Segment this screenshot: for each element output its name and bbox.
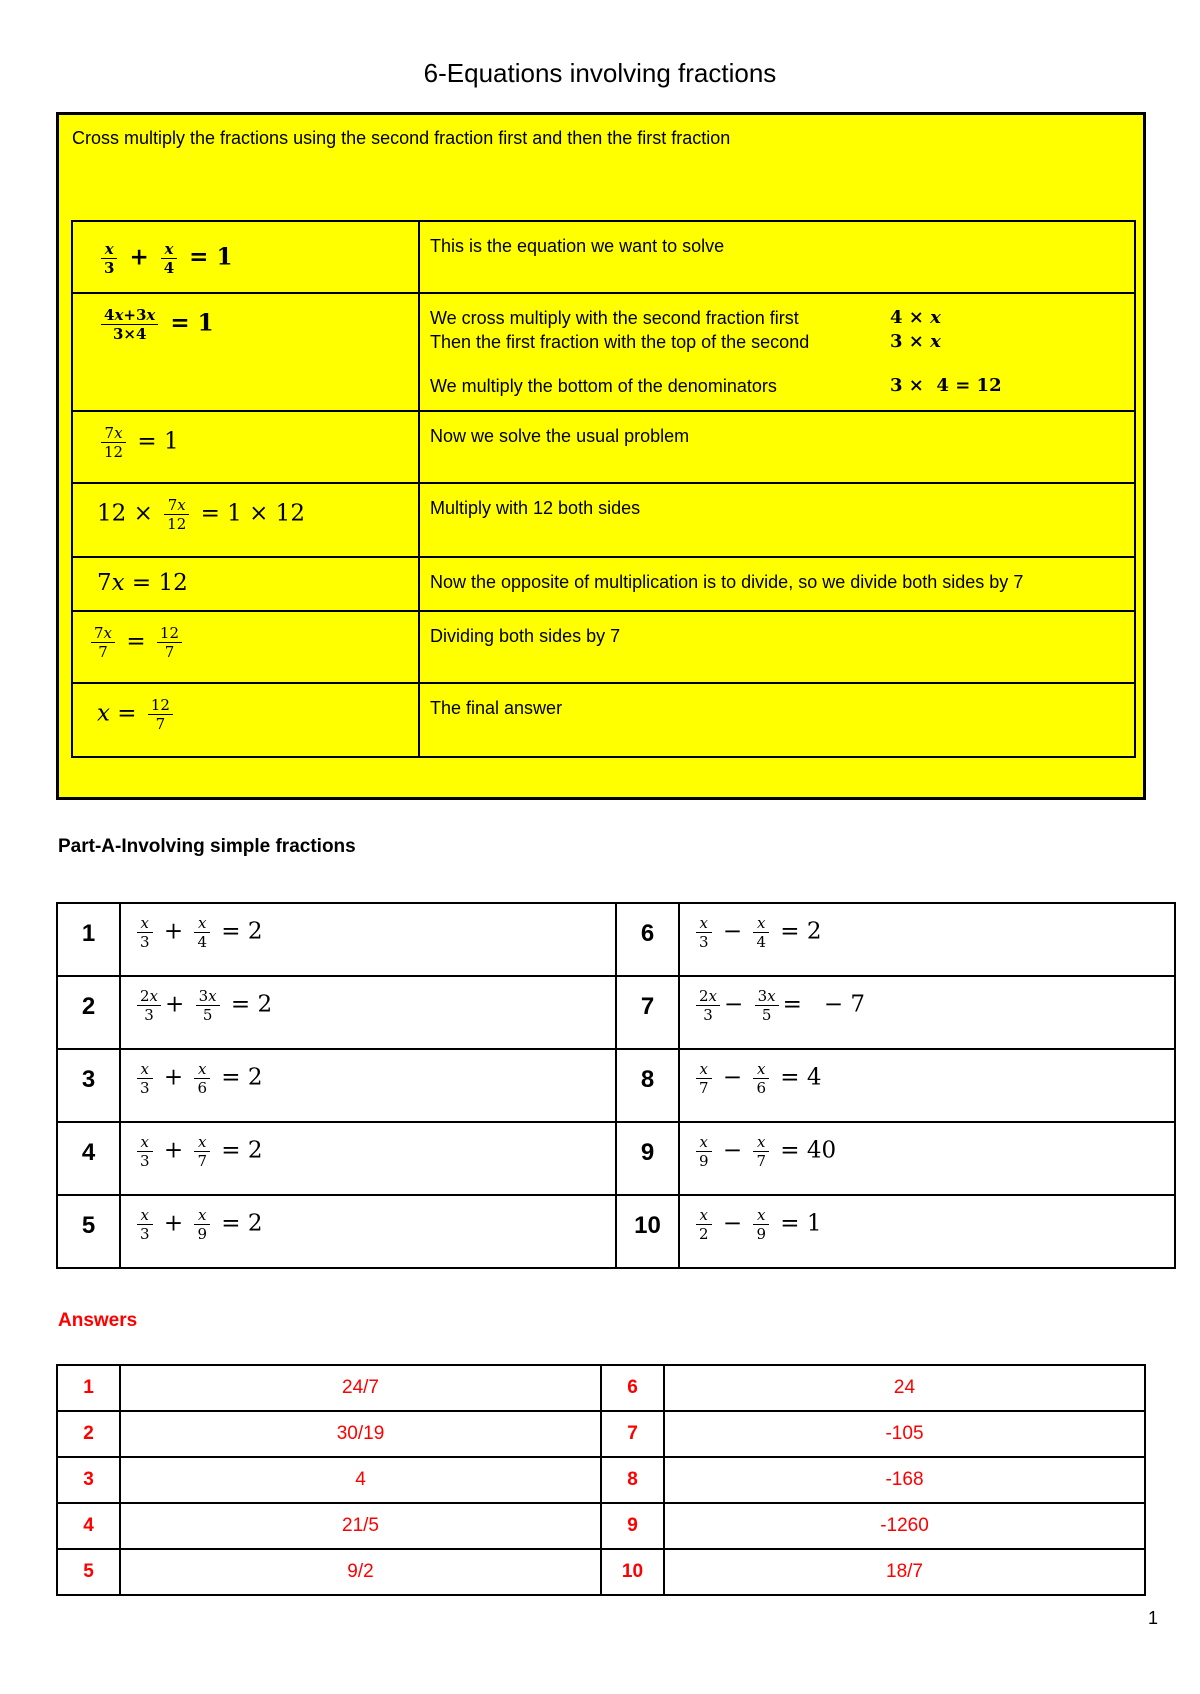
- part-a-heading: Part-A-Involving simple fractions: [58, 836, 356, 857]
- step-explanation: The final answer: [419, 683, 1135, 757]
- problem-number: 8: [616, 1049, 679, 1122]
- step-explanation: This is the equation we want to solve: [419, 221, 1135, 293]
- answer-value: 30/19: [120, 1411, 601, 1457]
- answer-number: 6: [601, 1365, 664, 1411]
- table-row: [57, 1503, 1145, 1549]
- answer-value: 24/7: [120, 1365, 601, 1411]
- problem-equation: $\frac{2x}{3}$ − $\frac{3x}{5}$ = − 7: [679, 976, 1175, 1049]
- answer-number: 7: [601, 1411, 664, 1457]
- step-row: [72, 411, 1135, 483]
- problem-number: 4: [57, 1122, 120, 1195]
- step-equation: x = $\frac{12}{7}$: [72, 683, 419, 757]
- problem-equation: $\frac{x}{9}$ − $\frac{x}{7}$ = 40: [679, 1122, 1175, 1195]
- step-explanation: Now the opposite of multiplication is to divide, so we divide both sides by 7: [419, 557, 1135, 611]
- problem-equation: $\frac{x}{3}$ − $\frac{x}{4}$ = 2: [679, 903, 1175, 976]
- step-row: [72, 683, 1135, 757]
- method-box: [56, 112, 1146, 800]
- intro-text: Cross multiply the fractions using the second fraction first and then the first fraction: [72, 128, 731, 148]
- worked-example-table: [71, 220, 1136, 758]
- table-row: [57, 976, 1175, 1049]
- page-title: 6-Equations involving fractions: [423, 58, 777, 88]
- step-equation: $\frac{x}{3}$ + $\frac{x}{4}$ = 1: [72, 221, 419, 293]
- answer-value: 4: [120, 1457, 601, 1503]
- step-equation: 12 × $\frac{7x}{12}$ = 1 × 12: [72, 483, 419, 557]
- step-equation: 7x = 12: [72, 557, 419, 611]
- step-row: [72, 483, 1135, 557]
- problem-number: 5: [57, 1195, 120, 1268]
- answer-number: 3: [57, 1457, 120, 1503]
- step-equation: $\frac{4x+3x}{3\times 4}$ = 1: [72, 293, 419, 411]
- problem-equation: $\frac{x}{2}$ − $\frac{x}{9}$ = 1: [679, 1195, 1175, 1268]
- problem-equation: $\frac{x}{3}$ + $\frac{x}{4}$ = 2: [120, 903, 616, 976]
- problem-number: 2: [57, 976, 120, 1049]
- problem-equation: $\frac{2x}{3}$ + $\frac{3x}{5}$ = 2: [120, 976, 616, 1049]
- answer-value: 18/7: [664, 1549, 1145, 1595]
- answer-number: 1: [57, 1365, 120, 1411]
- problem-number: 10: [616, 1195, 679, 1268]
- problem-number: 9: [616, 1122, 679, 1195]
- problem-equation: $\frac{x}{3}$ + $\frac{x}{6}$ = 2: [120, 1049, 616, 1122]
- step-row: [72, 221, 1135, 293]
- step-explanation: Now we solve the usual problem: [419, 411, 1135, 483]
- answer-value: 21/5: [120, 1503, 601, 1549]
- step-explanation: We cross multiply with the second fraction first 4 × x Then the first fraction with the top of the second 3 × x We multiply the bottom of the denominators 3 × 4 = 12: [419, 293, 1135, 411]
- table-row: [57, 1411, 1145, 1457]
- problem-equation: $\frac{x}{3}$ + $\frac{x}{9}$ = 2: [120, 1195, 616, 1268]
- step-explanation: Multiply with 12 both sides: [419, 483, 1135, 557]
- step-equation: $\frac{7x}{12}$ = 1: [72, 411, 419, 483]
- answer-value: 9/2: [120, 1549, 601, 1595]
- table-row: [57, 1049, 1175, 1122]
- answer-number: 10: [601, 1549, 664, 1595]
- table-row: [57, 1457, 1145, 1503]
- step-explanation: Dividing both sides by 7: [419, 611, 1135, 683]
- table-row: [57, 1195, 1175, 1268]
- answer-value: -1260: [664, 1503, 1145, 1549]
- step-row: [72, 293, 1135, 411]
- page-number: 1: [1147, 1608, 1158, 1628]
- answers-heading: Answers: [58, 1310, 138, 1331]
- answer-number: 2: [57, 1411, 120, 1457]
- answer-number: 9: [601, 1503, 664, 1549]
- table-row: [57, 1122, 1175, 1195]
- answer-number: 8: [601, 1457, 664, 1503]
- step-row: [72, 611, 1135, 683]
- answer-value: 24: [664, 1365, 1145, 1411]
- problem-number: 7: [616, 976, 679, 1049]
- problem-equation: $\frac{x}{3}$ + $\frac{x}{7}$ = 2: [120, 1122, 616, 1195]
- answer-number: 4: [57, 1503, 120, 1549]
- problem-number: 1: [57, 903, 120, 976]
- table-row: [57, 903, 1175, 976]
- table-row: [57, 1549, 1145, 1595]
- table-row: [57, 1365, 1145, 1411]
- answers-table: [56, 1364, 1146, 1596]
- step-equation: $\frac{7x}{7}$ = $\frac{12}{7}$: [72, 611, 419, 683]
- answer-value: -105: [664, 1411, 1145, 1457]
- answer-value: -168: [664, 1457, 1145, 1503]
- step-row: [72, 557, 1135, 611]
- problems-table: [56, 902, 1176, 1269]
- problem-number: 6: [616, 903, 679, 976]
- answer-number: 5: [57, 1549, 120, 1595]
- problem-number: 3: [57, 1049, 120, 1122]
- problem-equation: $\frac{x}{7}$ − $\frac{x}{6}$ = 4: [679, 1049, 1175, 1122]
